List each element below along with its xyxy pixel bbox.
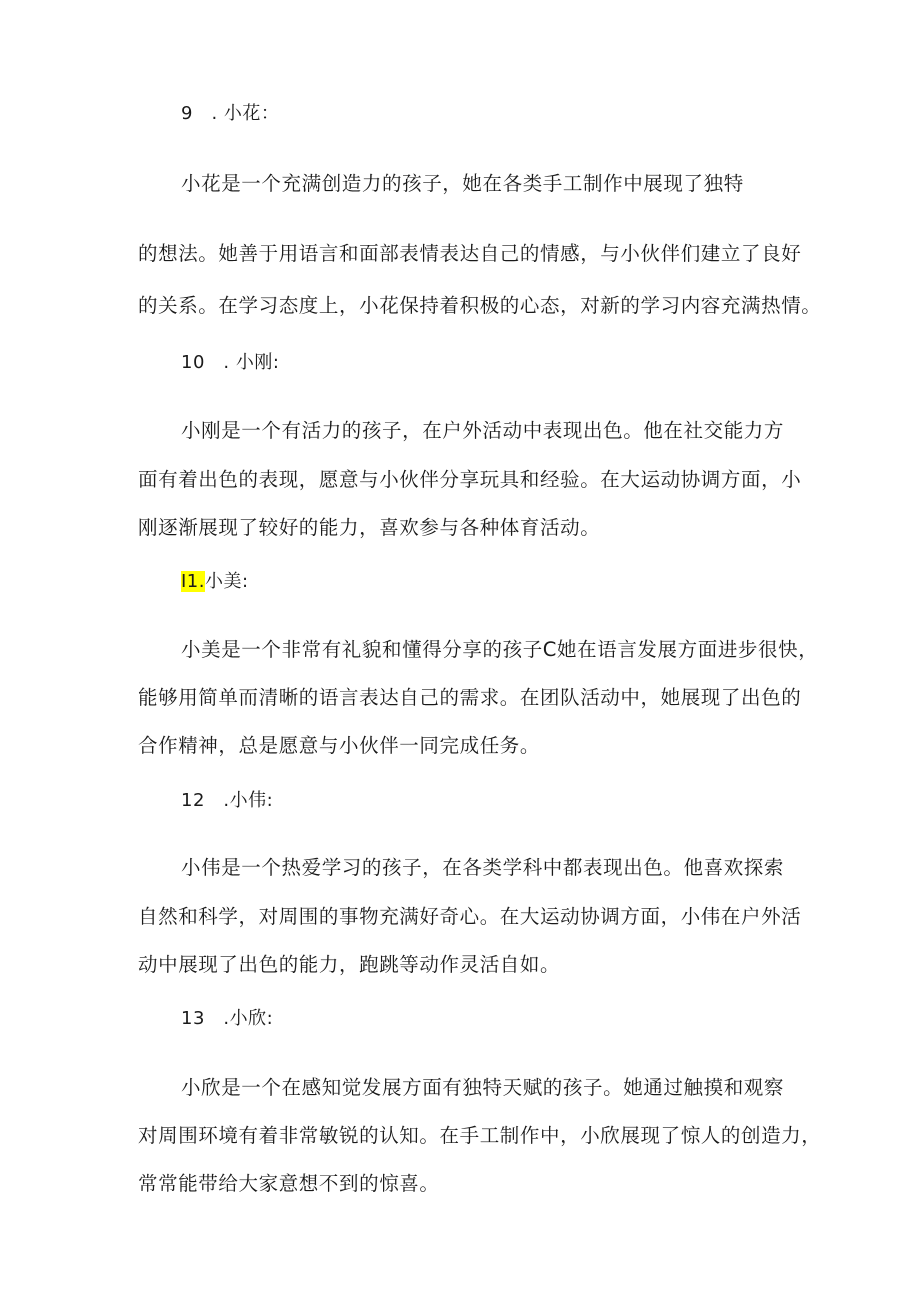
heading-name: 小美: (204, 571, 249, 592)
paragraph-line: 刚逐渐展现了较好的能力，喜欢参与各种体育活动。 (138, 516, 601, 539)
section-heading-11 (181, 569, 249, 595)
paragraph-line: 的关系。在学习态度上，小花保持着积极的心态，对新的学习内容充满热情。 (138, 294, 822, 317)
paragraph-line: 常常能带给大家意想不到的惊喜。 (138, 1172, 440, 1195)
paragraph-line: 小花是一个充满创造力的孩子，她在各类手工制作中展现了独特 (181, 172, 744, 195)
paragraph-line: 小欣是一个在感知觉发展方面有独特天赋的孩子。她通过触摸和观察 (181, 1076, 785, 1099)
section-heading-10: 10 . 小刚: (181, 352, 280, 373)
paragraph-line: 的想法。她善于用语言和面部表情表达自己的情感，与小伙伴们建立了良好 (138, 242, 802, 265)
section-heading-9: 9 . 小花： (181, 103, 280, 124)
paragraph-line: 动中展现了出色的能力，跑跳等动作灵活自如。 (138, 953, 561, 976)
section-heading-13: 13 .小欣: (181, 1008, 274, 1029)
highlighted-number: I1. (181, 571, 205, 592)
paragraph-line: 自然和科学，对周围的事物充满好奇心。在大运动协调方面，小伟在户外活 (138, 905, 802, 928)
paragraph-line: 能够用简单而清晰的语言表达自己的需求。在团队活动中，她展现了出色的 (138, 686, 802, 709)
paragraph-line: 面有着出色的表现，愿意与小伙伴分享玩具和经验。在大运动协调方面，小 (138, 468, 802, 491)
paragraph-line: 小美是一个非常有礼貌和懂得分享的孩子C她在语言发展方面进步很快， (181, 638, 819, 661)
section-heading-12: 12 .小伟: (181, 790, 274, 811)
paragraph-line: 对周围环境有着非常敏锐的认知。在手工制作中，小欣展现了惊人的创造力， (138, 1124, 822, 1147)
paragraph-line: 小刚是一个有活力的孩子，在户外活动中表现出色。他在社交能力方 (181, 419, 785, 442)
paragraph-line: 小伟是一个热爱学习的孩子，在各类学科中都表现出色。他喜欢探索 (181, 856, 785, 879)
paragraph-line: 合作精神，总是愿意与小伙伴一同完成任务。 (138, 734, 541, 757)
